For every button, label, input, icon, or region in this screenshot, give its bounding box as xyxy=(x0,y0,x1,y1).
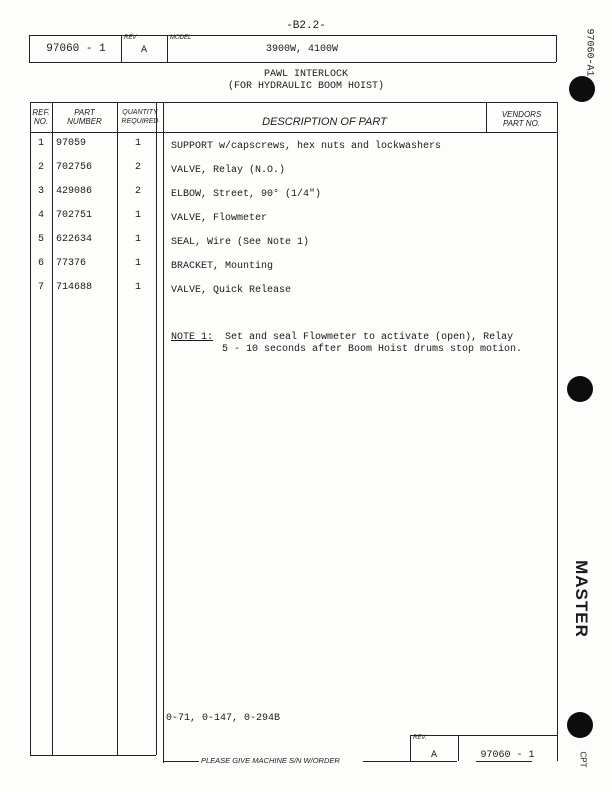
binder-hole-middle xyxy=(567,376,593,402)
binder-hole-bottom xyxy=(567,712,593,738)
column-header-quantity: QUANTITY REQUIRED xyxy=(121,109,159,125)
row-quantity: 2 xyxy=(134,162,141,173)
header-model: 3900W, 4100W xyxy=(265,44,338,55)
row-description: VALVE, Quick Release xyxy=(171,285,292,296)
row-quantity: 1 xyxy=(134,282,141,293)
margin-code: CPT xyxy=(578,751,588,768)
row-part-number: 97059 xyxy=(56,138,87,149)
page-number: -B2.2- xyxy=(286,20,326,32)
row-part-number: 622634 xyxy=(56,234,93,245)
margin-document-id: 97060-A1 xyxy=(583,28,595,77)
row-ref: 7 xyxy=(37,282,44,293)
reference-list: 0-71, 0-147, 0-294B xyxy=(166,713,281,724)
row-part-number: 714688 xyxy=(56,282,93,293)
row-quantity: 1 xyxy=(134,210,141,221)
row-description: SEAL, Wire (See Note 1) xyxy=(171,237,310,248)
column-header-description: DESCRIPTION OF PART xyxy=(262,116,387,128)
row-description: SUPPORT w/capscrews, hex nuts and lockwashers xyxy=(171,141,442,152)
note-line-1: Set and seal Flowmeter to activate (open), Relay xyxy=(225,332,514,343)
row-part-number: 429086 xyxy=(56,186,93,197)
row-part-number: 77376 xyxy=(56,258,87,269)
column-header-ref: REF. NO. xyxy=(32,108,50,126)
footer-document-number: 97060 - 1 xyxy=(480,750,535,761)
row-ref: 6 xyxy=(37,258,44,269)
row-ref: 2 xyxy=(37,162,44,173)
row-quantity: 1 xyxy=(134,258,141,269)
row-quantity: 1 xyxy=(134,138,141,149)
row-ref: 1 xyxy=(37,138,44,149)
header-document-number: 97060 - 1 xyxy=(46,43,106,55)
master-stamp: MASTER xyxy=(572,560,591,638)
footer-revision: A xyxy=(430,750,437,761)
footer-rev-caption: REV. xyxy=(413,735,427,741)
row-description: BRACKET, Mounting xyxy=(171,261,274,272)
row-quantity: 1 xyxy=(134,234,141,245)
row-part-number: 702756 xyxy=(56,162,93,173)
page-title xyxy=(0,69,612,93)
row-description: ELBOW, Street, 90° (1/4") xyxy=(171,189,322,200)
row-ref: 5 xyxy=(37,234,44,245)
footer-instruction: PLEASE GIVE MACHINE S/N W/ORDER xyxy=(201,756,340,765)
row-quantity: 2 xyxy=(134,186,141,197)
note-label: NOTE 1: xyxy=(171,332,214,343)
note-1 xyxy=(171,332,522,356)
title-line-2: (FOR HYDRAULIC BOOM HOIST) xyxy=(227,81,385,92)
title-line-1: PAWL INTERLOCK xyxy=(263,69,348,80)
row-part-number: 702751 xyxy=(56,210,93,221)
column-header-part-number: PART NUMBER xyxy=(67,108,102,126)
note-line-2: 5 - 10 seconds after Boom Hoist drums stop motion. xyxy=(222,344,523,355)
header-model-caption: MODEL xyxy=(170,35,192,41)
row-description: VALVE, Relay (N.O.) xyxy=(171,165,286,176)
column-header-vendors: VENDORS PART NO. xyxy=(501,110,542,128)
row-ref: 4 xyxy=(37,210,44,221)
header-rev-caption: REV xyxy=(124,35,137,41)
row-description: VALVE, Flowmeter xyxy=(171,213,268,224)
header-revision: A xyxy=(140,45,147,56)
row-ref: 3 xyxy=(37,186,44,197)
